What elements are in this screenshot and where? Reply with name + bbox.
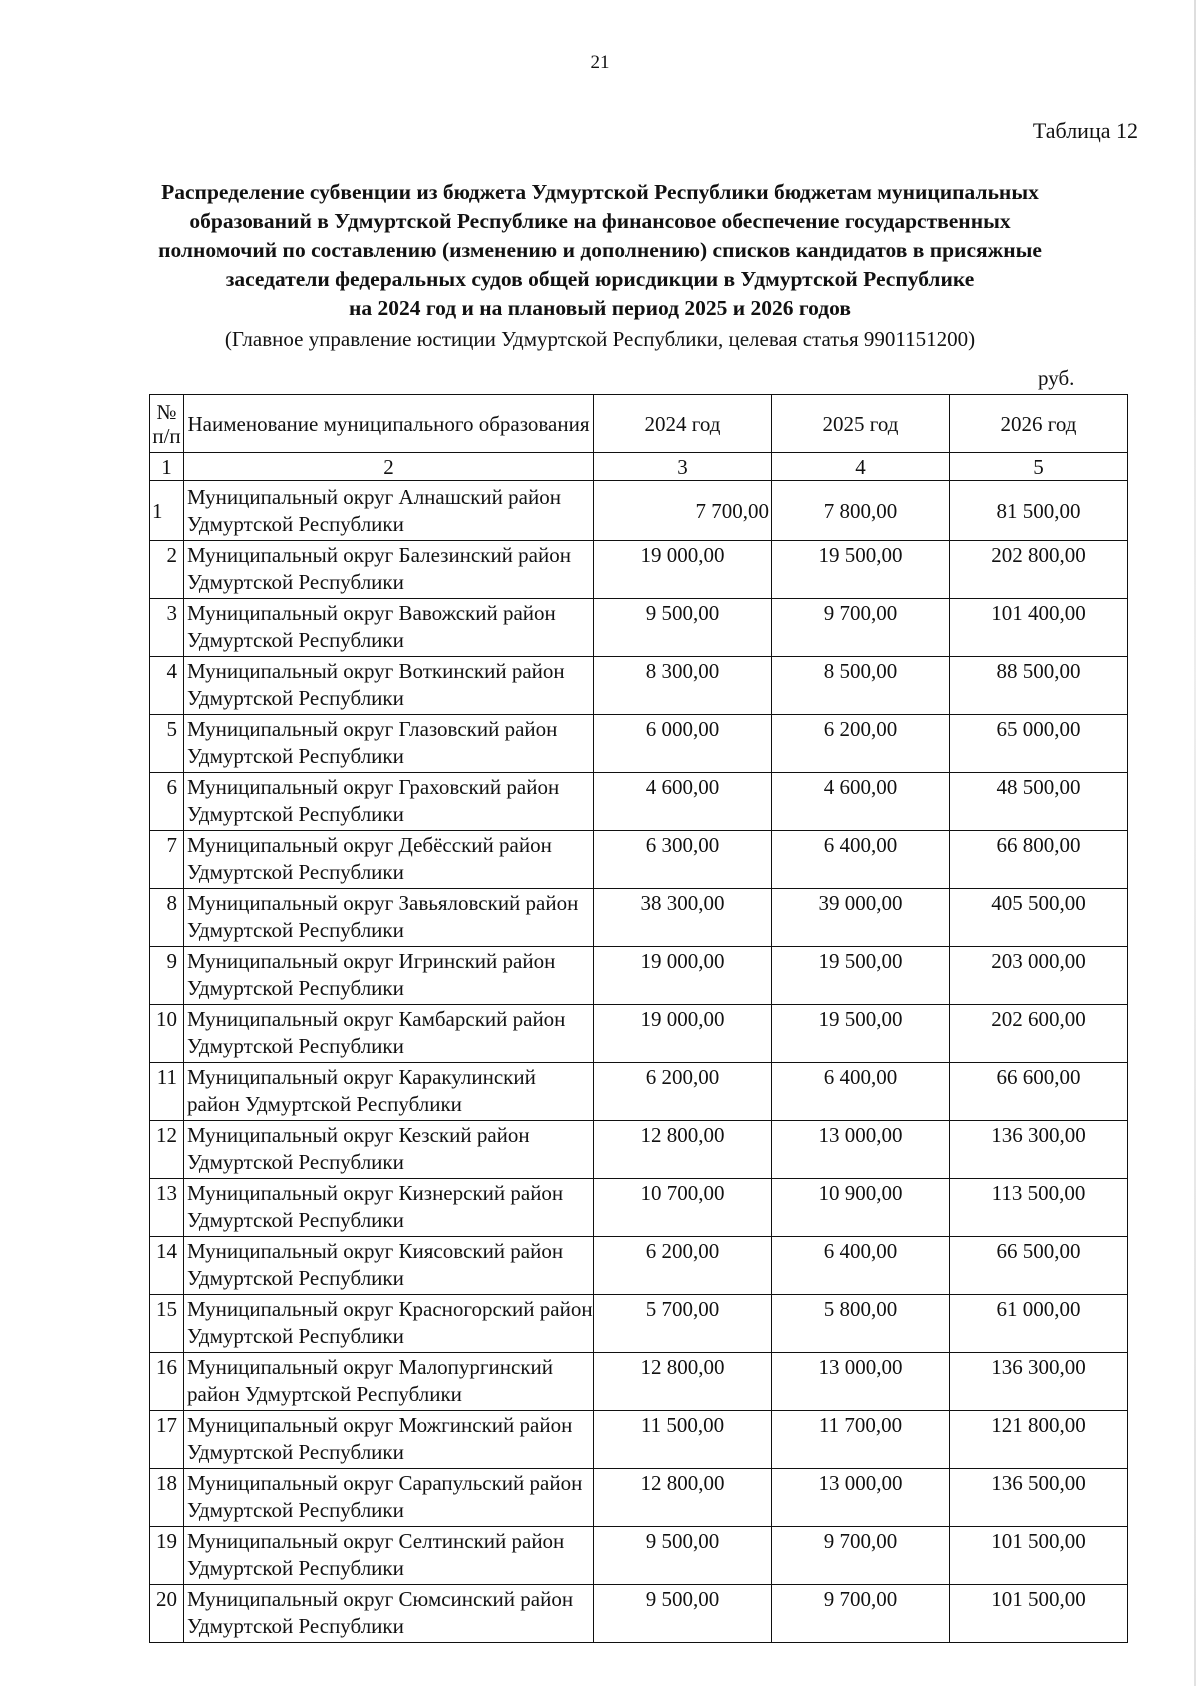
value-2026: 48 500,00 xyxy=(950,773,1128,831)
table-label: Таблица 12 xyxy=(1032,118,1138,143)
municipality-name: Муниципальный округ Игринский район Удмуртской Республики xyxy=(184,947,594,1005)
value-2026: 65 000,00 xyxy=(950,715,1128,773)
value-2024: 6 000,00 xyxy=(594,715,772,773)
municipality-name: Муниципальный округ Балезинский район Удмуртской Республики xyxy=(184,541,594,599)
municipality-name: Муниципальный округ Глазовский район Удмуртской Республики xyxy=(184,715,594,773)
row-number: 6 xyxy=(150,773,184,831)
municipality-name: Муниципальный округ Красногорский район Удмуртской Республики xyxy=(184,1295,594,1353)
value-2026: 81 500,00 xyxy=(950,481,1128,541)
value-2024: 9 500,00 xyxy=(594,1527,772,1585)
row-number: 5 xyxy=(150,715,184,773)
table-row xyxy=(150,1527,1128,1585)
value-2025: 9 700,00 xyxy=(772,1527,950,1585)
row-number: 15 xyxy=(150,1295,184,1353)
table-row xyxy=(150,1005,1128,1063)
table-row xyxy=(150,1237,1128,1295)
value-2024: 11 500,00 xyxy=(594,1411,772,1469)
row-number: 18 xyxy=(150,1469,184,1527)
value-2024: 7 700,00 xyxy=(594,481,772,541)
value-2026: 66 600,00 xyxy=(950,1063,1128,1121)
municipality-name: Муниципальный округ Сюмсинский район Удмуртской Республики xyxy=(184,1585,594,1643)
value-2024: 6 300,00 xyxy=(594,831,772,889)
value-2025: 39 000,00 xyxy=(772,889,950,947)
value-2026: 202 600,00 xyxy=(950,1005,1128,1063)
table-row xyxy=(150,715,1128,773)
municipality-name: Муниципальный округ Каракулинский район Удмуртской Республики xyxy=(184,1063,594,1121)
title-line: на 2024 год и на плановый период 2025 и 2026 годов xyxy=(349,296,851,320)
header-2026: 2026 год xyxy=(950,395,1128,453)
table-row xyxy=(150,1121,1128,1179)
value-2024: 12 800,00 xyxy=(594,1469,772,1527)
row-number: 10 xyxy=(150,1005,184,1063)
value-2025: 8 500,00 xyxy=(772,657,950,715)
municipality-name: Муниципальный округ Граховский район Удмуртской Республики xyxy=(184,773,594,831)
value-2025: 19 500,00 xyxy=(772,947,950,1005)
municipality-name: Муниципальный округ Киясовский район Удмуртской Республики xyxy=(184,1237,594,1295)
column-number: 5 xyxy=(950,453,1128,481)
value-2026: 405 500,00 xyxy=(950,889,1128,947)
table-row xyxy=(150,1295,1128,1353)
value-2026: 66 800,00 xyxy=(950,831,1128,889)
value-2026: 61 000,00 xyxy=(950,1295,1128,1353)
header-num: № п/п xyxy=(150,395,184,453)
value-2024: 12 800,00 xyxy=(594,1353,772,1411)
value-2026: 136 300,00 xyxy=(950,1121,1128,1179)
municipality-name: Муниципальный округ Кизнерский район Удмуртской Республики xyxy=(184,1179,594,1237)
value-2025: 6 400,00 xyxy=(772,1063,950,1121)
value-2025: 4 600,00 xyxy=(772,773,950,831)
table-row xyxy=(150,831,1128,889)
value-2024: 6 200,00 xyxy=(594,1063,772,1121)
value-2025: 9 700,00 xyxy=(772,1585,950,1643)
row-number: 8 xyxy=(150,889,184,947)
value-2025: 11 700,00 xyxy=(772,1411,950,1469)
value-2026: 136 500,00 xyxy=(950,1469,1128,1527)
value-2025: 13 000,00 xyxy=(772,1469,950,1527)
column-number: 2 xyxy=(184,453,594,481)
value-2024: 9 500,00 xyxy=(594,599,772,657)
table-row xyxy=(150,1585,1128,1643)
municipality-name: Муниципальный округ Сарапульский район Удмуртской Республики xyxy=(184,1469,594,1527)
municipality-name: Муниципальный округ Завьяловский район Удмуртской Республики xyxy=(184,889,594,947)
municipality-name: Муниципальный округ Вавожский район Удмуртской Республики xyxy=(184,599,594,657)
title-line: заседатели федеральных судов общей юрисдикции в Удмуртской Республике xyxy=(225,267,975,291)
row-number: 2 xyxy=(150,541,184,599)
value-2025: 9 700,00 xyxy=(772,599,950,657)
value-2025: 19 500,00 xyxy=(772,1005,950,1063)
row-number: 11 xyxy=(150,1063,184,1121)
table-row xyxy=(150,1063,1128,1121)
value-2025: 6 200,00 xyxy=(772,715,950,773)
municipality-name: Муниципальный округ Кезский район Удмуртской Республики xyxy=(184,1121,594,1179)
value-2026: 101 500,00 xyxy=(950,1527,1128,1585)
row-number: 9 xyxy=(150,947,184,1005)
header-name: Наименование муниципального образования xyxy=(184,395,594,453)
value-2024: 10 700,00 xyxy=(594,1179,772,1237)
value-2024: 4 600,00 xyxy=(594,773,772,831)
row-number: 12 xyxy=(150,1121,184,1179)
table-row xyxy=(150,773,1128,831)
value-2024: 8 300,00 xyxy=(594,657,772,715)
table-row xyxy=(150,1469,1128,1527)
value-2026: 202 800,00 xyxy=(950,541,1128,599)
value-2026: 136 300,00 xyxy=(950,1353,1128,1411)
table-row xyxy=(150,947,1128,1005)
value-2024: 6 200,00 xyxy=(594,1237,772,1295)
column-number: 4 xyxy=(772,453,950,481)
value-2024: 19 000,00 xyxy=(594,541,772,599)
header-2024: 2024 год xyxy=(594,395,772,453)
value-2024: 5 700,00 xyxy=(594,1295,772,1353)
value-2025: 6 400,00 xyxy=(772,1237,950,1295)
value-2024: 19 000,00 xyxy=(594,947,772,1005)
municipality-name: Муниципальный округ Дебёсский район Удмуртской Республики xyxy=(184,831,594,889)
currency-unit: руб. xyxy=(1038,366,1075,390)
value-2024: 12 800,00 xyxy=(594,1121,772,1179)
value-2025: 5 800,00 xyxy=(772,1295,950,1353)
subtitle: (Главное управление юстиции Удмуртской Республики, целевая статья 9901151200) xyxy=(224,327,976,351)
value-2026: 203 000,00 xyxy=(950,947,1128,1005)
row-number: 16 xyxy=(150,1353,184,1411)
value-2025: 19 500,00 xyxy=(772,541,950,599)
table-row xyxy=(150,657,1128,715)
value-2026: 113 500,00 xyxy=(950,1179,1128,1237)
title-line: полномочий по составлению (изменению и дополнению) списков кандидатов в присяжные xyxy=(158,238,1042,262)
table-row xyxy=(150,599,1128,657)
value-2025: 13 000,00 xyxy=(772,1353,950,1411)
value-2025: 6 400,00 xyxy=(772,831,950,889)
title-line: Распределение субвенции из бюджета Удмуртской Республики бюджетам муниципальных xyxy=(161,180,1039,204)
municipality-name: Муниципальный округ Алнашский район Удмуртской Республики xyxy=(184,481,594,541)
row-number: 1 xyxy=(150,481,184,541)
column-number: 1 xyxy=(150,453,184,481)
table-body xyxy=(150,481,1128,1643)
scan-edge xyxy=(1194,0,1196,1686)
value-2025: 10 900,00 xyxy=(772,1179,950,1237)
table-row xyxy=(150,541,1128,599)
row-number: 17 xyxy=(150,1411,184,1469)
value-2025: 7 800,00 xyxy=(772,481,950,541)
municipality-name: Муниципальный округ Селтинский район Удмуртской Республики xyxy=(184,1527,594,1585)
subvention-table xyxy=(149,394,1128,1643)
value-2024: 9 500,00 xyxy=(594,1585,772,1643)
municipality-name: Муниципальный округ Воткинский район Удмуртской Республики xyxy=(184,657,594,715)
value-2024: 19 000,00 xyxy=(594,1005,772,1063)
row-number: 3 xyxy=(150,599,184,657)
title-line: образований в Удмуртской Республике на финансовое обеспечение государственных xyxy=(189,209,1011,233)
table-row xyxy=(150,481,1128,541)
value-2024: 38 300,00 xyxy=(594,889,772,947)
municipality-name: Муниципальный округ Малопургинский район Удмуртской Республики xyxy=(184,1353,594,1411)
row-number: 14 xyxy=(150,1237,184,1295)
header-2025: 2025 год xyxy=(772,395,950,453)
row-number: 20 xyxy=(150,1585,184,1643)
municipality-name: Муниципальный округ Камбарский район Удмуртской Республики xyxy=(184,1005,594,1063)
municipality-name: Муниципальный округ Можгинский район Удмуртской Республики xyxy=(184,1411,594,1469)
table-row xyxy=(150,1411,1128,1469)
value-2026: 101 500,00 xyxy=(950,1585,1128,1643)
row-number: 4 xyxy=(150,657,184,715)
column-number: 3 xyxy=(594,453,772,481)
row-number: 7 xyxy=(150,831,184,889)
table-row xyxy=(150,889,1128,947)
table-row xyxy=(150,1353,1128,1411)
row-number: 19 xyxy=(150,1527,184,1585)
page-number: 21 xyxy=(590,52,610,73)
value-2025: 13 000,00 xyxy=(772,1121,950,1179)
row-number: 13 xyxy=(150,1179,184,1237)
value-2026: 66 500,00 xyxy=(950,1237,1128,1295)
value-2026: 121 800,00 xyxy=(950,1411,1128,1469)
table-row xyxy=(150,1179,1128,1237)
value-2026: 101 400,00 xyxy=(950,599,1128,657)
value-2026: 88 500,00 xyxy=(950,657,1128,715)
title-block xyxy=(130,178,1070,354)
